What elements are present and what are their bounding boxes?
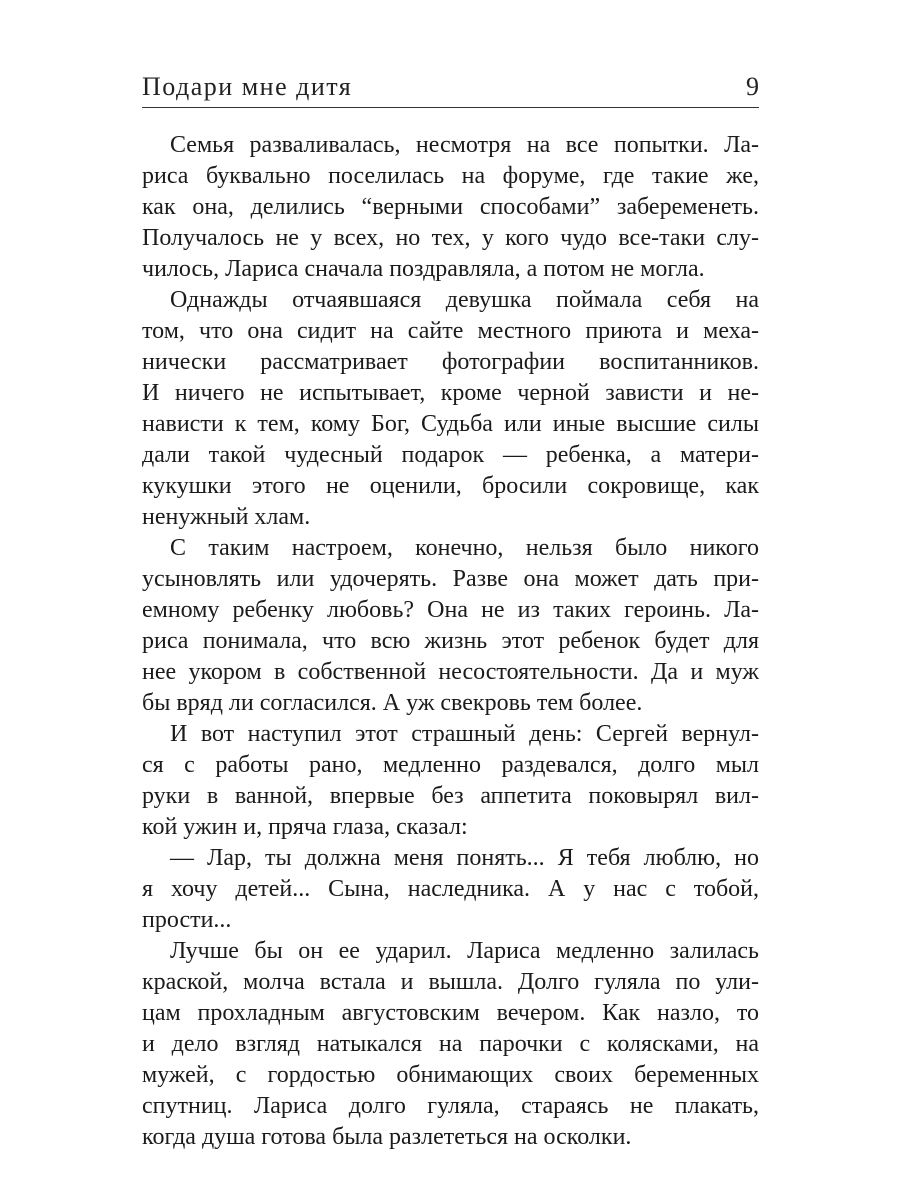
body-text: [142, 130, 759, 1153]
text-line: дали такой чудесный подарок — ребенка, а матери-: [142, 442, 759, 468]
text-line: нее укором в собственной несостоятельности. Да и муж: [142, 659, 759, 685]
text-line: я хочу детей... Сына, наследника. А у нас с тобой,: [142, 876, 759, 902]
paragraph-4: [142, 719, 759, 843]
text-line: мужей, с гордостью обнимающих своих беременных: [142, 1062, 759, 1088]
text-line: нависти к тем, кому Бог, Судьба или иные высшие силы: [142, 411, 759, 437]
text-line: Получалось не у всех, но тех, у кого чудо все-таки слу-: [142, 225, 759, 251]
paragraph-2: [142, 285, 759, 533]
book-title: Подари мне дитя: [142, 72, 353, 101]
text-line: нически рассматривает фотографии воспитанников.: [142, 349, 759, 375]
header-rule: [142, 107, 759, 108]
text-line: емному ребенку любовь? Она не из таких героинь. Ла-: [142, 597, 759, 623]
text-line: прости...: [142, 907, 232, 933]
text-line: кой ужин и, пряча глаза, сказал:: [142, 814, 468, 840]
text-line: бы вряд ли согласился. А уж свекровь тем более.: [142, 690, 643, 716]
text-line: Семья разваливалась, несмотря на все попытки. Ла-: [170, 132, 759, 158]
text-line: том, что она сидит на сайте местного приюта и меха-: [142, 318, 759, 344]
paragraph-6: [142, 936, 759, 1153]
paragraph-5-dialogue: [142, 843, 759, 936]
text-line: С таким настроем, конечно, нельзя было никого: [170, 535, 759, 561]
text-line: И ничего не испытывает, кроме черной зависти и не-: [142, 380, 759, 406]
text-line: — Лар, ты должна меня понять... Я тебя люблю, но: [170, 845, 759, 871]
page-number: 9: [746, 72, 759, 101]
text-line: краской, молча встала и вышла. Долго гуляла по ули-: [142, 969, 759, 995]
text-line: риса понимала, что всю жизнь этот ребенок будет для: [142, 628, 759, 654]
text-line: кукушки этого не оценили, бросили сокровище, как: [142, 473, 759, 499]
text-line: и дело взгляд натыкался на парочки с колясками, на: [142, 1031, 759, 1057]
text-line: как она, делились “верными способами” забеременеть.: [142, 194, 759, 220]
paragraph-1: [142, 130, 759, 285]
text-line: руки в ванной, впервые без аппетита поковырял вил-: [142, 783, 759, 809]
text-line: Однажды отчаявшаяся девушка поймала себя на: [170, 287, 759, 313]
text-line: чилось, Лариса сначала поздравляла, а потом не могла.: [142, 256, 705, 282]
text-line: И вот наступил этот страшный день: Сергей вернул-: [170, 721, 759, 747]
text-line: когда душа готова была разлететься на осколки.: [142, 1124, 632, 1150]
text-line: усыновлять или удочерять. Разве она может дать при-: [142, 566, 759, 592]
text-line: спутниц. Лариса долго гуляла, стараясь не плакать,: [142, 1093, 759, 1119]
text-line: цам прохладным августовским вечером. Как назло, то: [142, 1000, 759, 1026]
text-line: ся с работы рано, медленно раздевался, долго мыл: [142, 752, 759, 778]
text-line: Лучше бы он ее ударил. Лариса медленно залилась: [170, 938, 759, 964]
paragraph-3: [142, 533, 759, 719]
text-line: риса буквально поселилась на форуме, где такие же,: [142, 163, 759, 189]
running-header: [142, 72, 759, 102]
text-line: ненужный хлам.: [142, 504, 311, 530]
